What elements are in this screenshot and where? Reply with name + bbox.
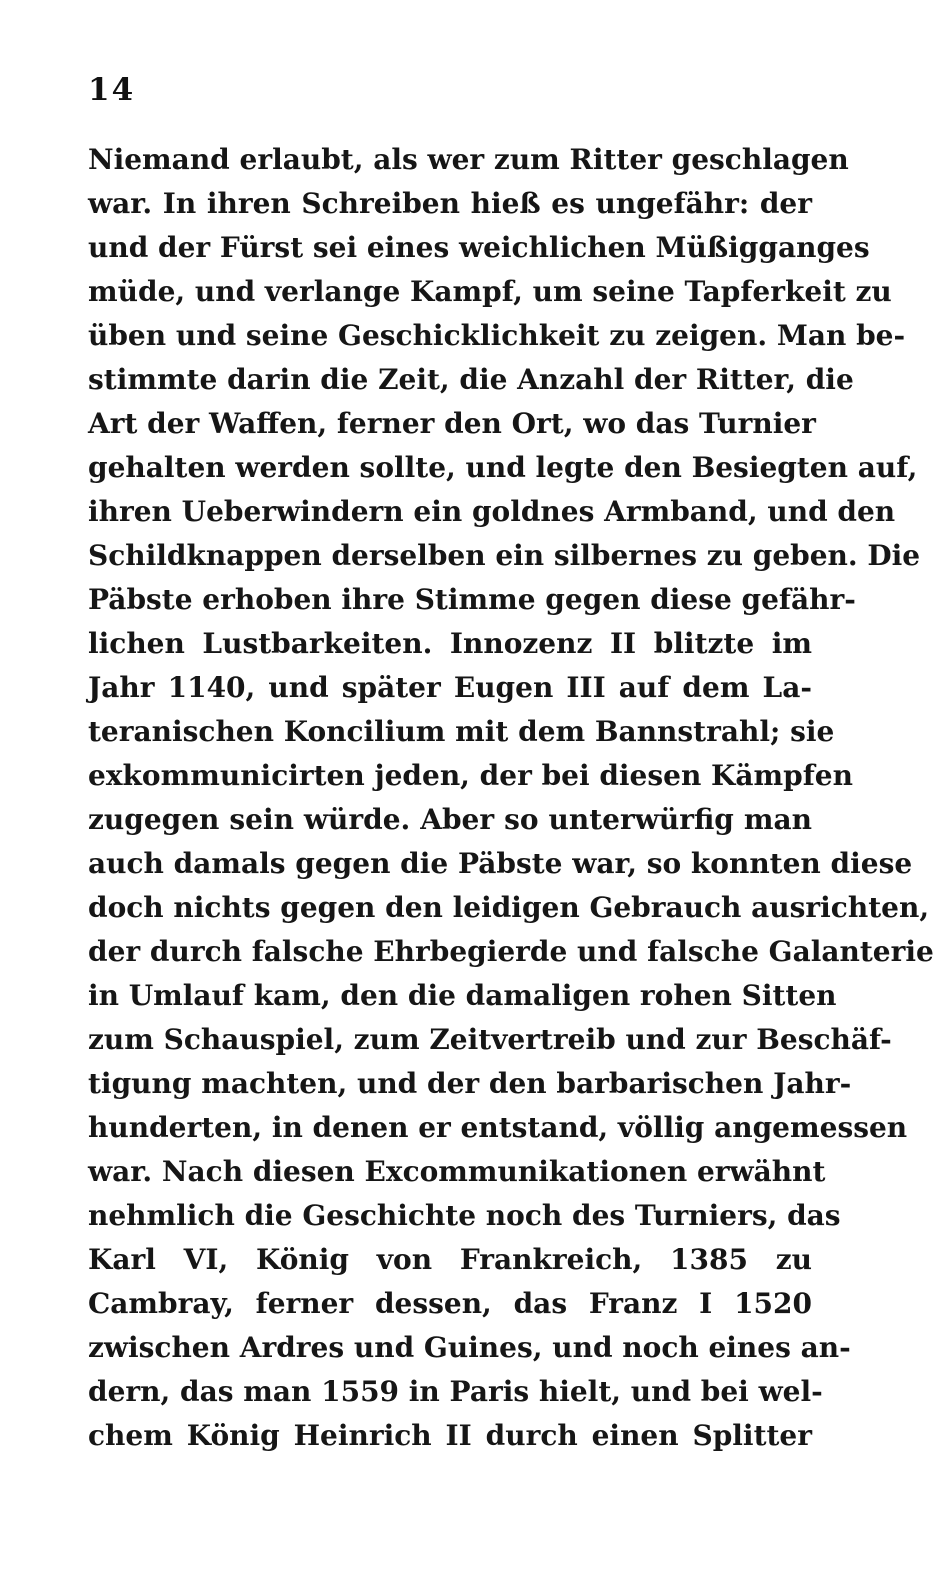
text-line: müde, und verlange Kampf, um seine Tapferkeit zu	[88, 275, 892, 308]
text-line: chem König Heinrich II durch einen Splitter	[88, 1419, 812, 1452]
text-line: der durch falsche Ehrbegierde und falsche Galanterie	[88, 935, 934, 968]
text-line: lichen Lustbarkeiten. Innozenz II blitzte im	[88, 627, 812, 660]
body-text	[88, 138, 934, 1458]
text-line: Schildknappen derselben ein silbernes zu geben. Die	[88, 539, 921, 572]
text-line: ihren Ueberwindern ein goldnes Armband, und den	[88, 495, 896, 528]
text-line: zwischen Ardres und Guines, und noch eines an-	[88, 1331, 851, 1364]
text-line: und der Fürst sei eines weichlichen Müßigganges	[88, 231, 870, 264]
text-line: üben und seine Geschicklichkeit zu zeigen. Man be-	[88, 319, 906, 352]
text-line: Päbste erhoben ihre Stimme gegen diese gefähr-	[88, 583, 856, 616]
text-line: dern, das man 1559 in Paris hielt, und bei wel-	[88, 1375, 823, 1408]
text-line: war. In ihren Schreiben hieß es ungefähr: der	[88, 187, 812, 220]
text-line: in Umlauf kam, den die damaligen rohen Sitten	[88, 979, 837, 1012]
text-line: Niemand erlaubt, als wer zum Ritter geschlagen	[88, 143, 849, 176]
text-line: Art der Waffen, ferner den Ort, wo das Turnier	[88, 407, 816, 440]
text-line: exkommunicirten jeden, der bei diesen Kämpfen	[88, 759, 853, 792]
text-line: doch nichts gegen den leidigen Gebrauch ausrichten,	[88, 891, 930, 924]
text-line: hunderten, in denen er entstand, völlig angemessen	[88, 1111, 908, 1144]
text-line: teranischen Koncilium mit dem Bannstrahl; sie	[88, 715, 835, 748]
text-line: nehmlich die Geschichte noch des Turniers, das	[88, 1199, 841, 1232]
text-line: war. Nach diesen Excommunikationen erwähnt	[88, 1155, 826, 1188]
page-number: 14	[88, 72, 136, 108]
text-line: Karl VI, König von Frankreich, 1385 zu	[88, 1243, 812, 1276]
text-line: stimmte darin die Zeit, die Anzahl der Ritter, die	[88, 363, 854, 396]
text-line: Jahr 1140, und später Eugen III auf dem La-	[88, 671, 812, 704]
text-line: Cambray, ferner dessen, das Franz I 1520	[88, 1287, 812, 1320]
text-line: gehalten werden sollte, und legte den Besiegten auf,	[88, 451, 918, 484]
text-line: tigung machten, und der den barbarischen Jahr-	[88, 1067, 852, 1100]
text-line: zum Schauspiel, zum Zeitvertreib und zur Beschäf-	[88, 1023, 892, 1056]
text-line: zugegen sein würde. Aber so unterwürfig man	[88, 803, 812, 836]
text-line: auch damals gegen die Päbste war, so konnten diese	[88, 847, 913, 880]
